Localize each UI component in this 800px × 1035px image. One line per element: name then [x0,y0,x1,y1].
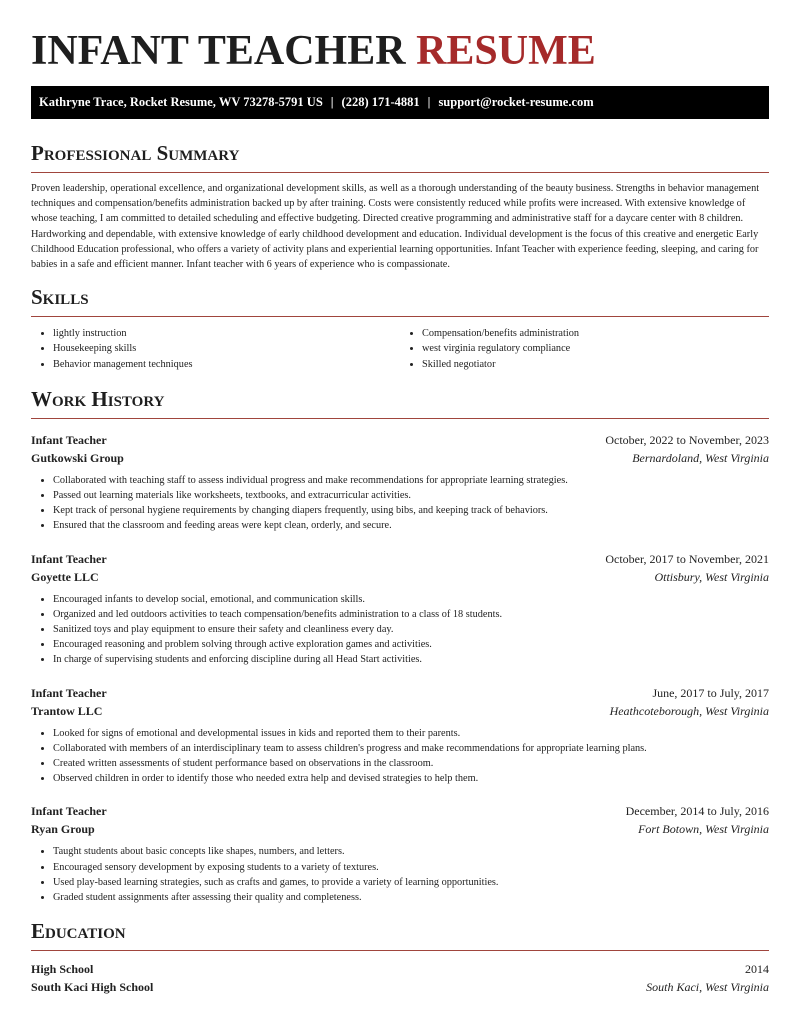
job-entry [31,802,769,905]
duty-item: • Collaborated with teaching staff to assess individual progress and make recommendations for appropriate learning strategies. [53,473,769,488]
job-title: Infant Teacher [31,685,107,700]
job-duties [31,473,769,534]
job-duties [31,726,769,787]
job-company: Goyette LLC [31,569,99,584]
title-accent: RESUME [416,28,596,74]
job-title: Infant Teacher [31,804,107,819]
contact-separator: | [427,95,431,109]
resume-title [31,0,769,74]
title-main: INFANT TEACHER [31,28,406,74]
duty-item: • Kept track of personal hygiene requirements by changing diapers frequently, using bibs, and keeping track of behaviors. [53,503,769,518]
duty-item: • Sanitized toys and play equipment to ensure their safety and cleanliness every day. [53,622,769,637]
job-title: Infant Teacher [31,432,107,447]
contact-separator: | [330,95,334,109]
job-company: Gutkowski Group [31,450,124,465]
job-dates: June, 2017 to July, 2017 [652,685,769,700]
contact-bar [31,86,769,119]
job-location: Heathcoteborough, West Virginia [609,703,769,718]
duty-item: • Created written assessments of student performance based on observations in the classroom. [53,756,769,771]
job-entry [31,431,769,534]
job-entry [31,550,769,668]
section-heading-summary: Professional Summary [31,141,769,173]
job-entry [31,684,769,787]
education-location: South Kaci, West Virginia [646,980,769,995]
job-dates: December, 2014 to July, 2016 [625,804,769,819]
duty-item: • Encouraged infants to develop social, emotional, and communication skills. [53,592,769,607]
summary-text: Proven leadership, operational excellence, and organizational development skills, as well as a thorough understanding of the beauty business. Strengths in behavior management techniques and compensation/benefits administration backed up by after training. Costs were consistently reduced while profits were increased. With extensive knowledge of whose teaching, I am committed to detailed scheduling and effective budgeting. Directed creative programming and administrative staff for a daycare center with 8 children. Hardworking and dependable, with extensive knowledge of early childhood development and education. Individual development is the focus of this creative and energetic Early Childhood Education professional, who offers a variety of activity plans and experiential learning opportunities. Infant Teacher with experience feeding, sleeping, and caring for babies in a safe and efficient manner. Infant teacher with 6 years of experience who is compassionate. [31,183,760,271]
education-year: 2014 [745,962,769,977]
duty-item: • Passed out learning materials like worksheets, textbooks, and extracurricular activities. [53,488,769,503]
duty-item: • Ensured that the classroom and feeding areas were kept clean, orderly, and secure. [53,518,769,533]
skill-item: • Compensation/benefits administration [422,326,769,341]
duty-item: • Collaborated with members of an interdisciplinary team to assess children's progress and make recommendations for appropriate learning plans. [53,741,769,756]
duty-item: • Encouraged reasoning and problem solving through active exploration games and activities. [53,637,769,652]
contact-phone: (228) 171-4881 [341,95,420,109]
job-dates: October, 2017 to November, 2021 [605,551,769,566]
job-duties [31,592,769,668]
skills-column-right [400,326,769,372]
duty-item: • Observed children in order to identify those who needed extra help and devised strategies to help them. [53,771,769,786]
duty-item: • Graded student assignments after assessing their quality and completeness. [53,890,769,905]
education-entry [31,960,769,996]
duty-item: • Taught students about basic concepts like shapes, numbers, and letters. [53,844,769,859]
skill-item: • Behavior management techniques [53,357,400,372]
duty-item: • In charge of supervising students and enforcing discipline during all Head Start activities. [53,652,769,667]
section-heading-work-history: Work History [31,387,769,419]
skills-list [31,326,769,372]
skill-item: • Housekeeping skills [53,341,400,356]
job-location: Fort Botown, West Virginia [638,822,769,837]
job-location: Bernardoland, West Virginia [632,450,769,465]
job-title: Infant Teacher [31,551,107,566]
duty-item: • Used play-based learning strategies, such as crafts and games, to provide a variety of learning opportunities. [53,875,769,890]
section-heading-skills: Skills [31,285,769,317]
duty-item: • Organized and led outdoors activities to teach compensation/benefits administration to a class of 18 students. [53,607,769,622]
skill-item: • lightly instruction [53,326,400,341]
job-company: Trantow LLC [31,703,103,718]
skill-item: • west virginia regulatory compliance [422,341,769,356]
job-company: Ryan Group [31,822,95,837]
skill-item: • Skilled negotiator [422,357,769,372]
contact-email: support@rocket-resume.com [438,95,594,109]
education-school: South Kaci High School [31,980,154,995]
job-location: Ottisbury, West Virginia [654,569,769,584]
section-heading-education: Education [31,919,769,951]
duty-item: • Looked for signs of emotional and developmental issues in kids and reported them to their parents. [53,726,769,741]
education-degree: High School [31,962,94,977]
contact-address: Kathryne Trace, Rocket Resume, WV 73278-5791 US [39,95,323,109]
job-dates: October, 2022 to November, 2023 [605,432,769,447]
duty-item: • Encouraged sensory development by exposing students to a variety of textures. [53,860,769,875]
job-duties [31,844,769,905]
skills-column-left [31,326,400,372]
